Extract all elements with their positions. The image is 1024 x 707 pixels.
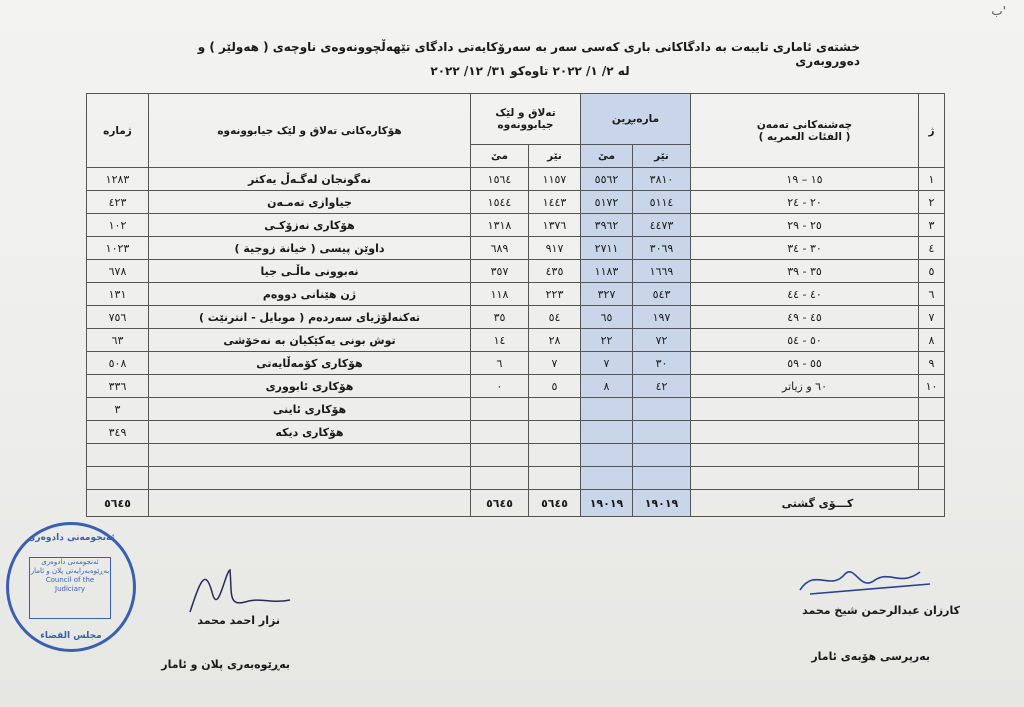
header-age-groups-ar: ( الفئات العمریە ) bbox=[758, 130, 851, 143]
table-total-row bbox=[87, 490, 945, 517]
row-age-group: ٤٠ - ٤٤ bbox=[691, 283, 919, 306]
row-divorce-male bbox=[529, 444, 581, 467]
table-row bbox=[87, 260, 945, 283]
row-divorce-male: ٤٣٥ bbox=[529, 260, 581, 283]
row-marriage-female: ٥٥٦٢ bbox=[581, 168, 633, 191]
row-marriage-male bbox=[633, 398, 691, 421]
table-row bbox=[87, 237, 945, 260]
row-divorce-female: ١٣١٨ bbox=[471, 214, 529, 237]
stamp-inner-line3: Council of the bbox=[45, 576, 95, 584]
row-divorce-female bbox=[471, 444, 529, 467]
row-marriage-female: ٥١٧٢ bbox=[581, 191, 633, 214]
total-divorce-male: ٥٦٤٥ bbox=[529, 490, 581, 517]
header-no: ژ bbox=[919, 94, 945, 168]
row-number bbox=[919, 467, 945, 490]
row-count: ١٣١ bbox=[87, 283, 149, 306]
row-divorce-female: ١٤ bbox=[471, 329, 529, 352]
row-count bbox=[87, 467, 149, 490]
left-signatory-name: نزار احمد محمد bbox=[197, 614, 280, 627]
row-marriage-female: ٣٢٧ bbox=[581, 283, 633, 306]
right-signature-scribble bbox=[790, 562, 940, 602]
row-age-group: ٣٠ - ٣٤ bbox=[691, 237, 919, 260]
row-count bbox=[87, 444, 149, 467]
document-date-range: لە ٢/ ١/ ٢٠٢٢ تاوەکو ٣١/ ١٢/ ٢٠٢٢ bbox=[430, 64, 630, 78]
subheader-divorce-female: مێ bbox=[471, 145, 529, 168]
row-age-group: ٥٠ - ٥٤ bbox=[691, 329, 919, 352]
table-row bbox=[87, 214, 945, 237]
row-number: ٤ bbox=[919, 237, 945, 260]
row-reason: ژن هێنانی دووەم bbox=[149, 283, 471, 306]
row-marriage-female: ٣٩٦٢ bbox=[581, 214, 633, 237]
row-divorce-female: ٦ bbox=[471, 352, 529, 375]
row-age-group bbox=[691, 467, 919, 490]
row-divorce-female: ٦٨٩ bbox=[471, 237, 529, 260]
row-age-group bbox=[691, 398, 919, 421]
row-divorce-male: ٥٤ bbox=[529, 306, 581, 329]
total-reasons-empty bbox=[149, 490, 471, 517]
row-divorce-male: ٢٢٣ bbox=[529, 283, 581, 306]
right-signatory-title: بەرپرسی هۆبەی ئامار bbox=[811, 650, 930, 663]
row-age-group: ٦٠ و زیاتر bbox=[691, 375, 919, 398]
row-count: ٤٢٣ bbox=[87, 191, 149, 214]
row-reason: هۆکاری دیکە bbox=[149, 421, 471, 444]
row-marriage-female: ٢٧١١ bbox=[581, 237, 633, 260]
stamp-ring-bottom: مجلس القضاء bbox=[40, 631, 102, 641]
stamp-inner-line4: Judiciary bbox=[55, 585, 85, 593]
row-reason: داوێن پیسی ( خیانة زوجیة ) bbox=[149, 237, 471, 260]
row-number: ٨ bbox=[919, 329, 945, 352]
header-age-groups-label: چەشنەکانی تەمەن bbox=[756, 118, 853, 131]
row-number bbox=[919, 444, 945, 467]
stamp-inner-line1: ئەنجومەنی دادوەری bbox=[41, 558, 99, 566]
row-age-group: ٢٠ - ٢٤ bbox=[691, 191, 919, 214]
row-count: ٥٠٨ bbox=[87, 352, 149, 375]
header-reasons: هۆکارەکانی تەلاق و لێک جیابوونەوە bbox=[149, 94, 471, 168]
row-divorce-male: ٥ bbox=[529, 375, 581, 398]
row-number: ٥ bbox=[919, 260, 945, 283]
row-age-group: ٢٥ - ٢٩ bbox=[691, 214, 919, 237]
row-count: ١٢٨٣ bbox=[87, 168, 149, 191]
row-divorce-female bbox=[471, 398, 529, 421]
row-marriage-female bbox=[581, 467, 633, 490]
table-row bbox=[87, 306, 945, 329]
row-divorce-female: ١٥٦٤ bbox=[471, 168, 529, 191]
row-count: ٦٣ bbox=[87, 329, 149, 352]
row-marriage-female: ٦٥ bbox=[581, 306, 633, 329]
table-row bbox=[87, 398, 945, 421]
row-marriage-male: ٧٢ bbox=[633, 329, 691, 352]
row-reason: نەگونجان لەگـەڵ یەکتر bbox=[149, 168, 471, 191]
row-marriage-male: ٥٤٣ bbox=[633, 283, 691, 306]
table-header-row bbox=[87, 94, 945, 145]
row-divorce-female bbox=[471, 467, 529, 490]
table-row bbox=[87, 352, 945, 375]
row-divorce-male bbox=[529, 421, 581, 444]
row-divorce-male bbox=[529, 398, 581, 421]
row-divorce-male bbox=[529, 467, 581, 490]
row-marriage-male bbox=[633, 421, 691, 444]
row-number bbox=[919, 421, 945, 444]
row-divorce-female bbox=[471, 421, 529, 444]
row-divorce-female: ٠ bbox=[471, 375, 529, 398]
row-age-group: ١٥ – ١٩ bbox=[691, 168, 919, 191]
row-count: ٣ bbox=[87, 398, 149, 421]
stamp-inner-box bbox=[29, 557, 111, 619]
row-divorce-male: ١١٥٧ bbox=[529, 168, 581, 191]
row-count: ١٠٢ bbox=[87, 214, 149, 237]
left-signatory-title: بەڕێوەبەری پلان و ئامار bbox=[161, 658, 290, 671]
row-age-group bbox=[691, 444, 919, 467]
row-count: ١٠٢٣ bbox=[87, 237, 149, 260]
row-number: ٦ bbox=[919, 283, 945, 306]
row-marriage-male bbox=[633, 467, 691, 490]
total-marriage-male: ١٩٠١٩ bbox=[633, 490, 691, 517]
row-number: ٩ bbox=[919, 352, 945, 375]
row-marriage-female: ٧ bbox=[581, 352, 633, 375]
row-divorce-female: ٣٥ bbox=[471, 306, 529, 329]
row-reason: نەبوونی ماڵـی جیا bbox=[149, 260, 471, 283]
row-marriage-female: ٢٢ bbox=[581, 329, 633, 352]
left-signature-scribble bbox=[170, 562, 300, 622]
row-number: ٣ bbox=[919, 214, 945, 237]
row-count: ٦٧٨ bbox=[87, 260, 149, 283]
header-marriages: مارەبڕین bbox=[581, 94, 691, 145]
row-count: ٣٣٦ bbox=[87, 375, 149, 398]
table-row bbox=[87, 421, 945, 444]
total-label: کـــۆی گشتی bbox=[691, 490, 945, 517]
row-divorce-male: ٢٨ bbox=[529, 329, 581, 352]
table-row bbox=[87, 467, 945, 490]
total-divorce-female: ٥٦٤٥ bbox=[471, 490, 529, 517]
row-number: ١ bbox=[919, 168, 945, 191]
subheader-marriage-male: نێر bbox=[633, 145, 691, 168]
row-age-group bbox=[691, 421, 919, 444]
table-row bbox=[87, 444, 945, 467]
total-count: ٥٦٤٥ bbox=[87, 490, 149, 517]
table-row bbox=[87, 283, 945, 306]
row-marriage-male: ٣٨١٠ bbox=[633, 168, 691, 191]
row-reason: هۆکاری نەزۆکـی bbox=[149, 214, 471, 237]
row-divorce-male: ٧ bbox=[529, 352, 581, 375]
row-reason: هۆکاری ئاینی bbox=[149, 398, 471, 421]
row-divorce-male: ١٤٤٣ bbox=[529, 191, 581, 214]
subheader-marriage-female: مێ bbox=[581, 145, 633, 168]
row-marriage-male: ٣٠٦٩ bbox=[633, 237, 691, 260]
row-reason: توش بونی یەکێکیان بە نەخۆشی bbox=[149, 329, 471, 352]
row-marriage-female bbox=[581, 444, 633, 467]
header-count: ژمارە bbox=[87, 94, 149, 168]
table-row bbox=[87, 191, 945, 214]
table-row bbox=[87, 375, 945, 398]
row-reason: جیاوازی تەمـەن bbox=[149, 191, 471, 214]
row-divorce-male: ٩١٧ bbox=[529, 237, 581, 260]
row-reason bbox=[149, 444, 471, 467]
row-count: ٧٥٦ bbox=[87, 306, 149, 329]
row-marriage-male bbox=[633, 444, 691, 467]
row-age-group: ٥٥ - ٥٩ bbox=[691, 352, 919, 375]
stamp-ring-top: ئەنجومەنی دادوەری bbox=[27, 533, 115, 543]
row-reason: هۆکاری کۆمەڵایەتی bbox=[149, 352, 471, 375]
row-reason: هۆکاری ئابووری bbox=[149, 375, 471, 398]
row-marriage-female bbox=[581, 398, 633, 421]
subheader-divorce-male: نێر bbox=[529, 145, 581, 168]
row-marriage-male: ٥١١٤ bbox=[633, 191, 691, 214]
row-number: ٢ bbox=[919, 191, 945, 214]
row-age-group: ٤٥ - ٤٩ bbox=[691, 306, 919, 329]
table-row bbox=[87, 329, 945, 352]
stamp-inner-line2: بەڕێوەبەرایەتی پلان و ئامار bbox=[30, 567, 110, 575]
table-body bbox=[87, 168, 945, 490]
table-row bbox=[87, 168, 945, 191]
document-title: خشتەی ئاماری تایبەت بە دادگاکانی باری کەسی سەر بە سەرۆکایەتی دادگای تێهەڵچوونەوەی ناوچەی ( هەولێر ) و دەوروبەری bbox=[197, 40, 860, 68]
total-marriage-female: ١٩٠١٩ bbox=[581, 490, 633, 517]
row-divorce-male: ١٣٧٦ bbox=[529, 214, 581, 237]
row-number: ١٠ bbox=[919, 375, 945, 398]
row-marriage-male: ٤٢ bbox=[633, 375, 691, 398]
official-stamp bbox=[6, 522, 136, 652]
row-marriage-male: ٤٤٧٣ bbox=[633, 214, 691, 237]
row-divorce-female: ٣٥٧ bbox=[471, 260, 529, 283]
row-divorce-female: ١١٨ bbox=[471, 283, 529, 306]
row-divorce-female: ١٥٤٤ bbox=[471, 191, 529, 214]
row-marriage-male: ٣٠ bbox=[633, 352, 691, 375]
row-number bbox=[919, 398, 945, 421]
corner-mark: ب' bbox=[991, 4, 1006, 18]
right-signatory-name: کارزان عبدالرحمن شیخ محمد bbox=[802, 604, 960, 617]
row-reason bbox=[149, 467, 471, 490]
row-marriage-male: ١٦٦٩ bbox=[633, 260, 691, 283]
row-marriage-male: ١٩٧ bbox=[633, 306, 691, 329]
header-age-groups bbox=[691, 94, 919, 168]
row-number: ٧ bbox=[919, 306, 945, 329]
row-marriage-female: ١١٨٣ bbox=[581, 260, 633, 283]
row-count: ٣٤٩ bbox=[87, 421, 149, 444]
row-marriage-female: ٨ bbox=[581, 375, 633, 398]
row-marriage-female bbox=[581, 421, 633, 444]
statistics-table bbox=[86, 93, 945, 517]
row-reason: تەکنەلۆژیای سەردەم ( موبایل - انترنێت ) bbox=[149, 306, 471, 329]
row-age-group: ٣٥ - ٣٩ bbox=[691, 260, 919, 283]
header-divorce: تەلاق و لێک جیابوونەوە bbox=[471, 94, 581, 145]
